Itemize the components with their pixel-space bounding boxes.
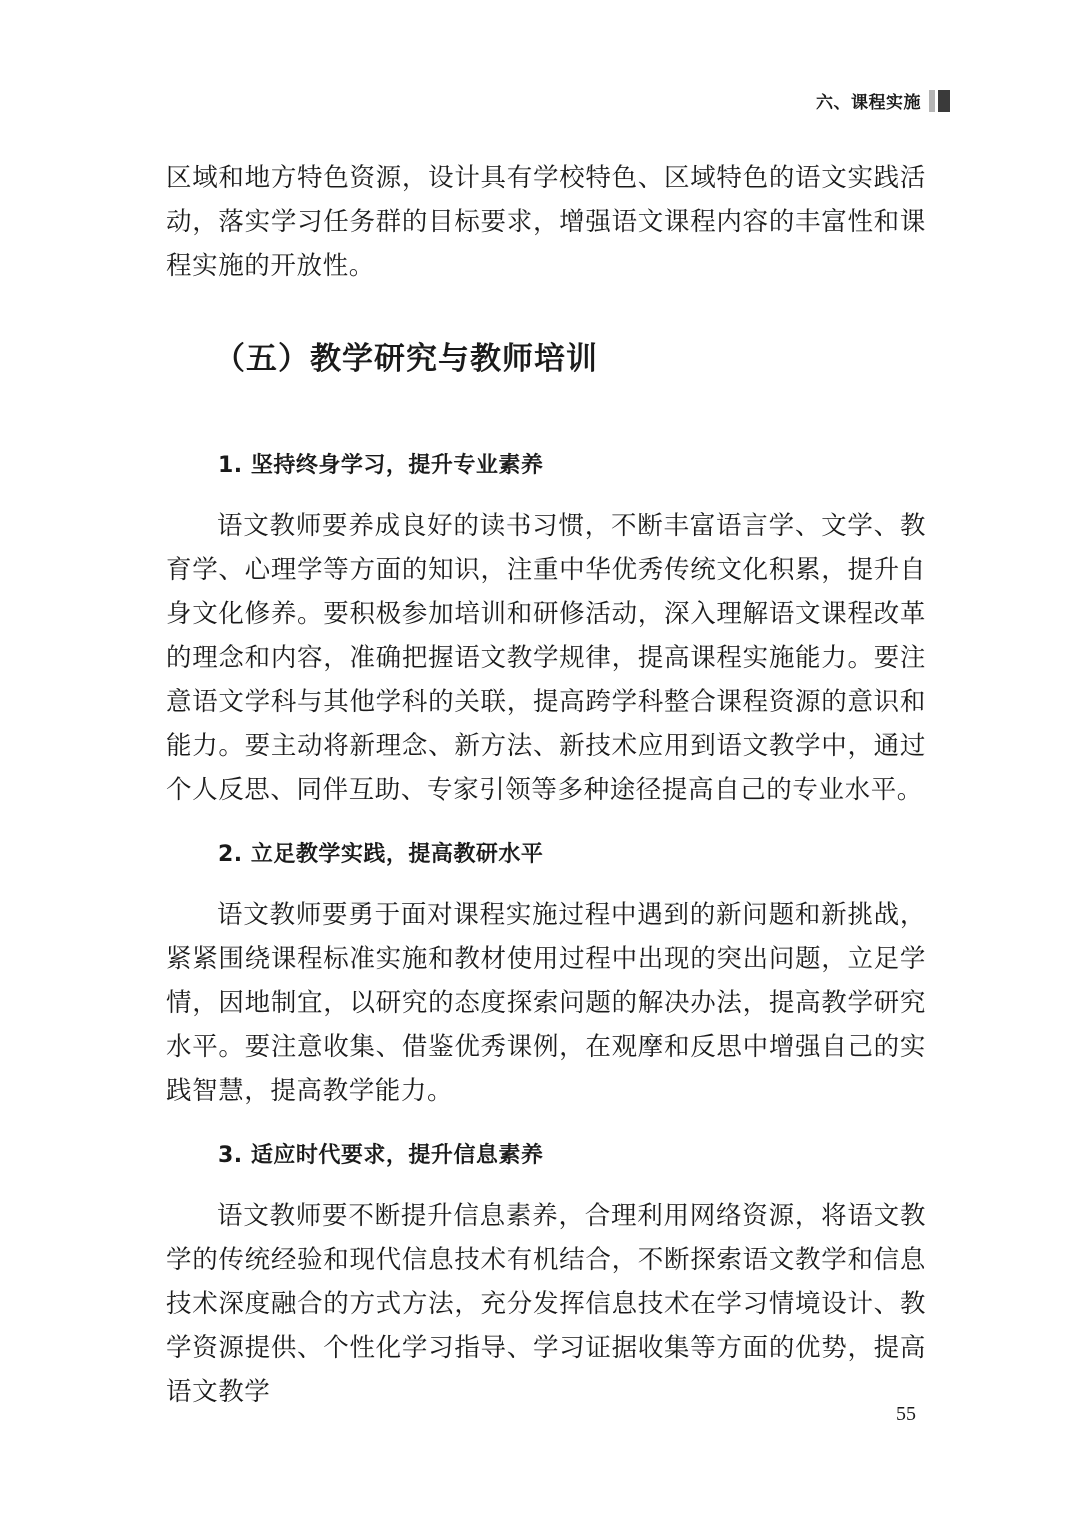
subsection-paragraph-2: 语文教师要勇于面对课程实施过程中遇到的新问题和新挑战，紧紧围绕课程标准实施和教材使用过程中出现的突出问题，立足学情，因地制宜，以研究的态度探索问题的解决办法，提高教学研究水平。要注意收集、借鉴优秀课例，在观摩和反思中增强自己的实践智慧，提高教学能力。 <box>166 900 926 1106</box>
running-header <box>816 88 950 113</box>
page-content <box>166 156 926 1414</box>
chapter-title: 六、课程实施 <box>816 93 921 113</box>
subsection-paragraph-3: 语文教师要不断提升信息素养，合理利用网络资源，将语文教学的传统经验和现代信息技术有机结合，不断探索语文教学和信息技术深度融合的方式方法，充分发挥信息技术在学习情境设计、教学资源提供、个性化学习指导、学习证据收集等方面的优势，提高语文教学 <box>166 1201 926 1407</box>
subsection-title-2: 2. 立足教学实践，提高教研水平 <box>218 842 544 867</box>
header-bar-dark <box>938 90 950 112</box>
page-number: 55 <box>896 1403 916 1425</box>
section-title: （五）教学研究与教师培训 <box>214 341 598 377</box>
intro-paragraph: 区域和地方特色资源，设计具有学校特色、区域特色的语文实践活动，落实学习任务群的目标要求，增强语文课程内容的丰富性和课程实施的开放性。 <box>166 163 926 281</box>
subsection-paragraph-1: 语文教师要养成良好的读书习惯，不断丰富语言学、文学、教育学、心理学等方面的知识，注重中华优秀传统文化积累，提升自身文化修养。要积极参加培训和研修活动，深入理解语文课程改革的理念和内容，准确把握语文教学规律，提高课程实施能力。要注意语文学科与其他学科的关联，提高跨学科整合课程资源的意识和能力。要主动将新理念、新方法、新技术应用到语文教学中，通过个人反思、同伴互助、专家引领等多种途径提高自己的专业水平。 <box>166 511 926 805</box>
header-bar-marker <box>929 90 950 112</box>
header-bar-light <box>929 90 935 112</box>
subsection-title-1: 1. 坚持终身学习，提升专业素养 <box>218 453 544 478</box>
subsection-title-3: 3. 适应时代要求，提升信息素养 <box>218 1143 544 1168</box>
